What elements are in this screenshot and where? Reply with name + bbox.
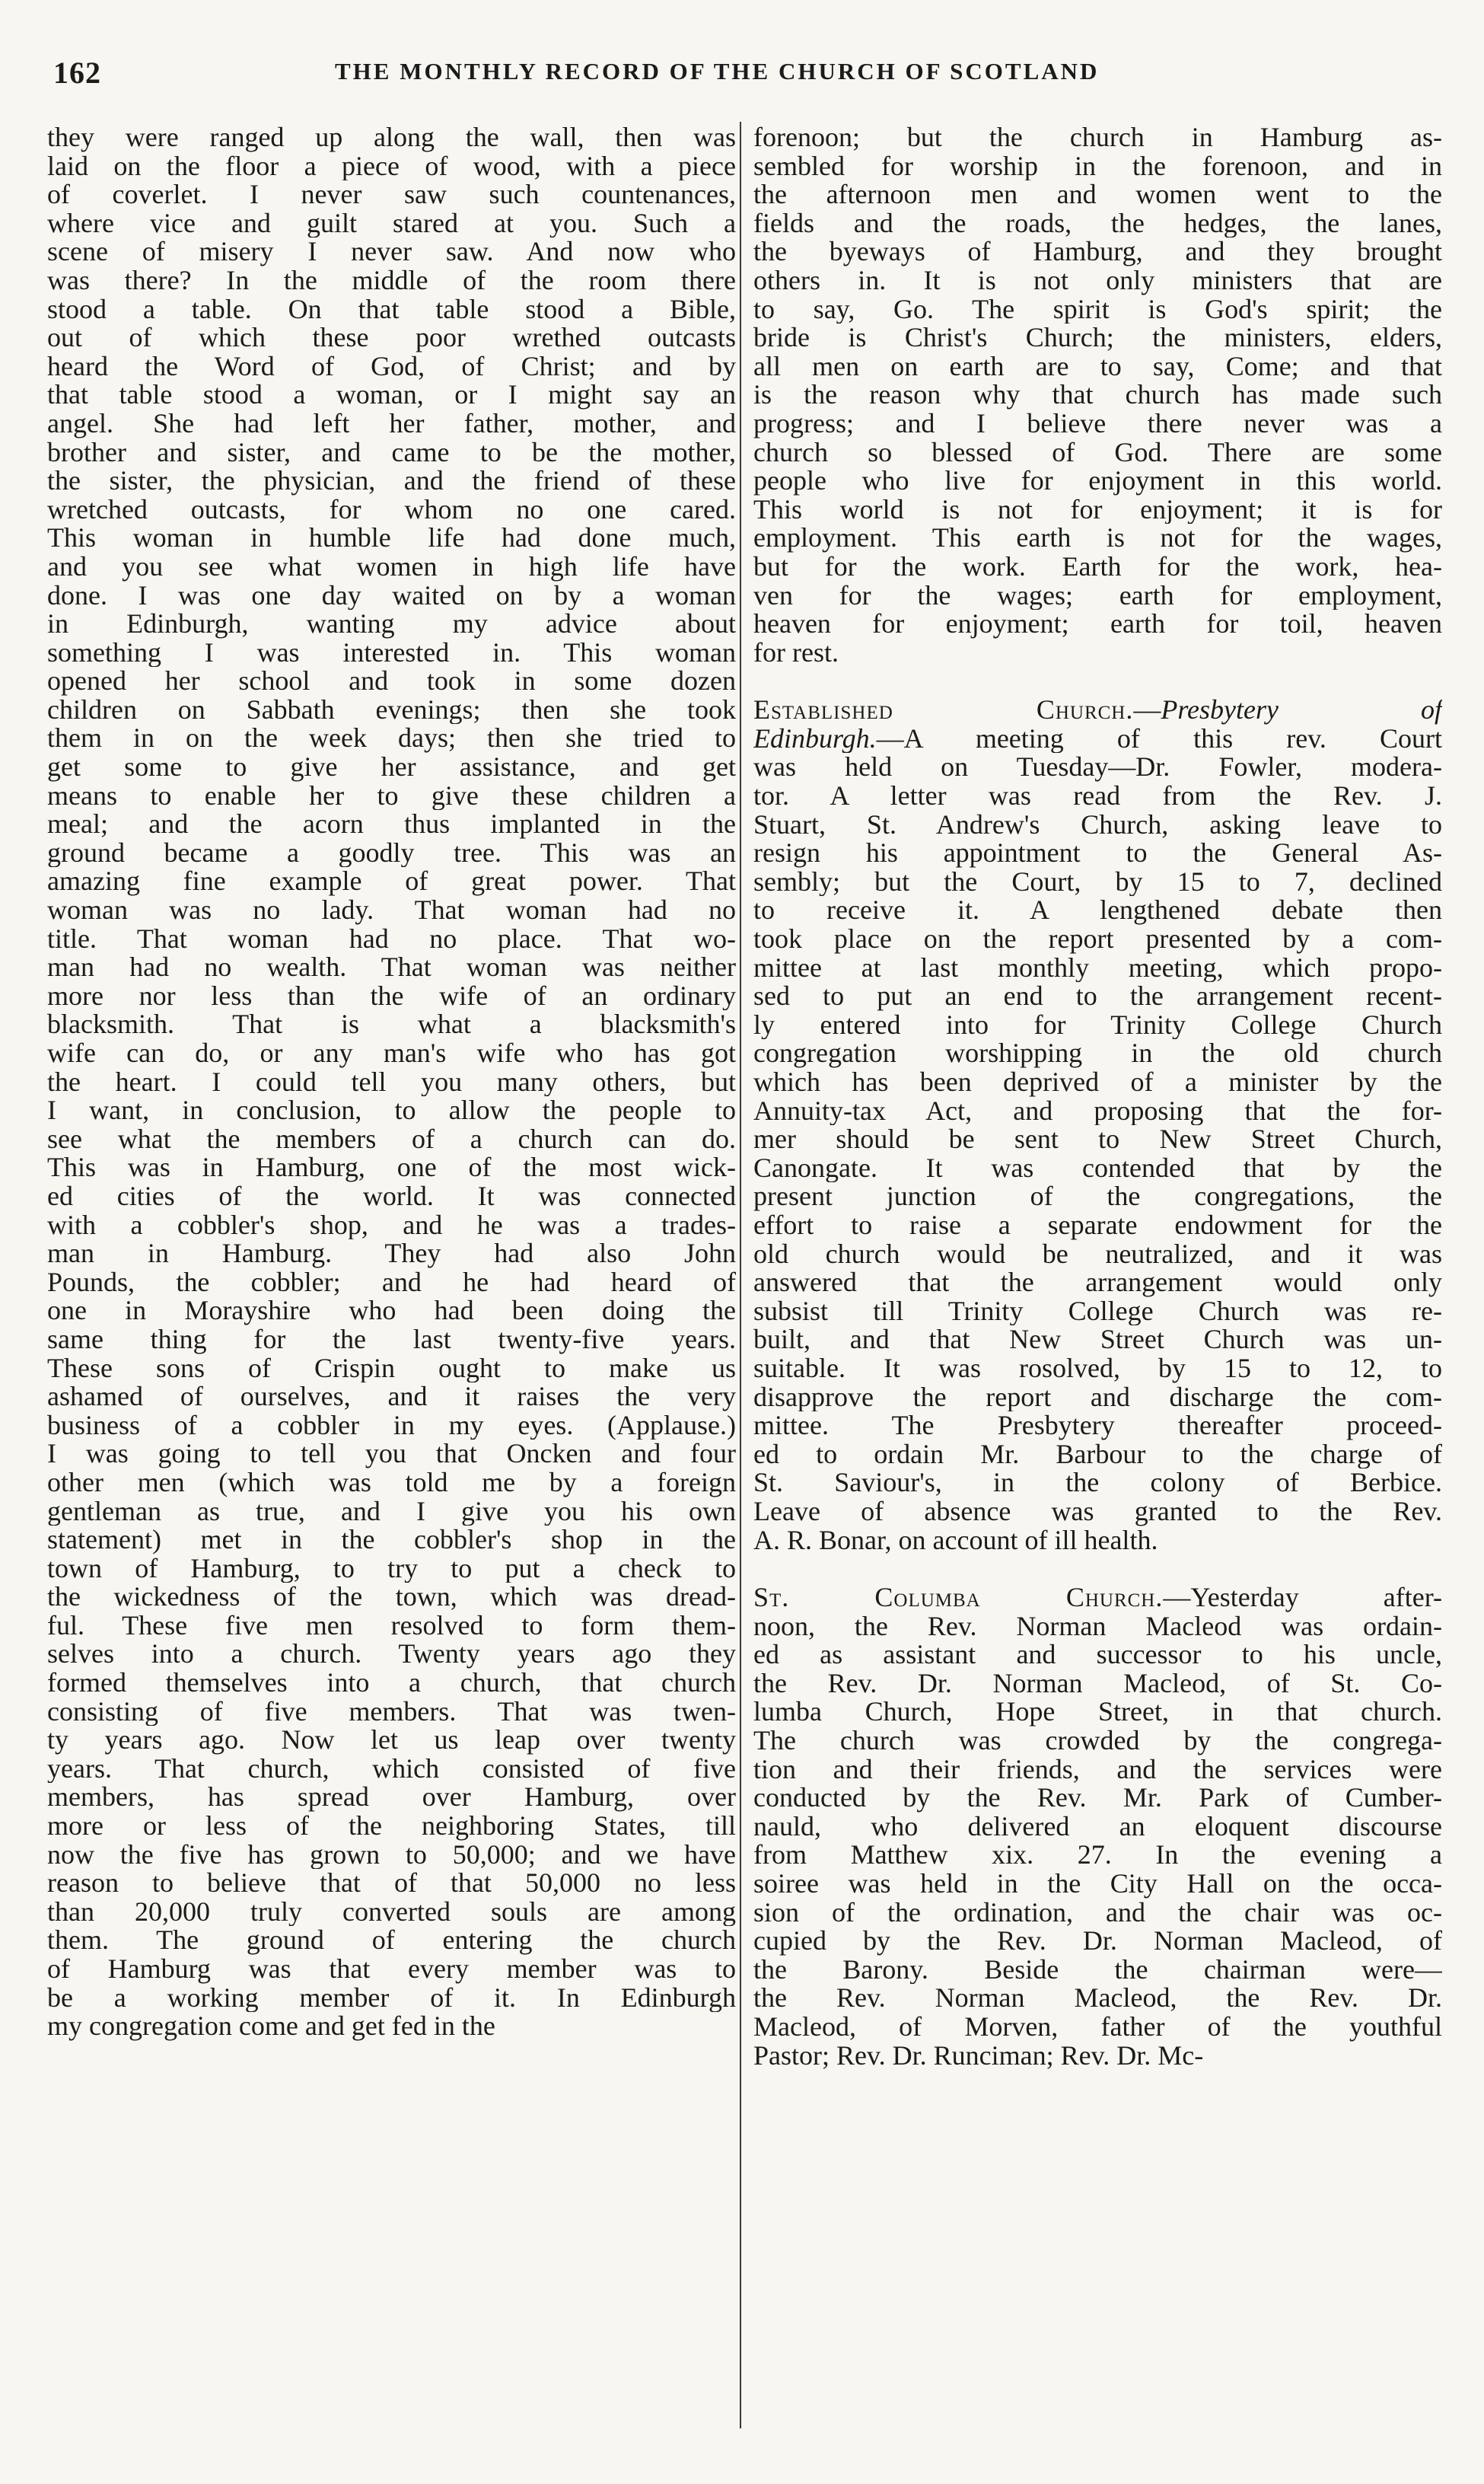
text-line: they were ranged up along the wall, then was — [47, 123, 736, 152]
text-line: town of Hamburg, to try to put a check to — [47, 1554, 736, 1583]
text-line: statement) met in the cobbler's shop in the — [47, 1526, 736, 1554]
text-line: progress; and I believe there never was a — [753, 409, 1442, 438]
text-line: woman was no lady. That woman had no — [47, 896, 736, 925]
paragraph-st-columba — [753, 1583, 1442, 2070]
text-line: resign his appointment to the General As- — [753, 839, 1442, 868]
text-line: blacksmith. That is what a blacksmith's — [47, 1010, 736, 1039]
text-line: of Hamburg was that every member was to — [47, 1955, 736, 1984]
text-line: tor. A letter was read from the Rev. J. — [753, 782, 1442, 811]
text-line: out of which these poor wrethed outcasts — [47, 324, 736, 352]
text-line: lumba Church, Hope Street, in that church. — [753, 1698, 1442, 1727]
text-line: wife can do, or any man's wife who has got — [47, 1039, 736, 1068]
text-line: now the five has grown to 50,000; and we have — [47, 1840, 736, 1870]
text-line: the Rev. Dr. Norman Macleod, of St. Co- — [753, 1669, 1442, 1698]
text-line: all men on earth are to say, Come; and that — [753, 352, 1442, 381]
text-line: Pounds, the cobbler; and he had heard of — [47, 1268, 736, 1297]
text-line: This world is not for enjoyment; it is for — [753, 495, 1442, 525]
text-line — [753, 696, 1442, 725]
text-line: ed as assistant and successor to his uncle, — [753, 1641, 1442, 1669]
paragraph-gap — [753, 1554, 1442, 1583]
text-line: A. R. Bonar, on account of ill health. — [753, 1526, 1158, 1555]
text-line: soiree was held in the City Hall on the occa- — [753, 1870, 1442, 1899]
text-line: congregation worshipping in the old church — [753, 1039, 1442, 1068]
text-line: heard the Word of God, of Christ; and by — [47, 352, 736, 381]
left-column — [47, 123, 736, 2041]
journal-title: THE MONTHLY RECORD OF THE CHURCH OF SCOTLAND — [335, 58, 1100, 85]
text-line: gentleman as true, and I give you his own — [47, 1497, 736, 1526]
text-run: —Yesterday after- — [1163, 1583, 1442, 1612]
text-line: years. That church, which consisted of five — [47, 1754, 736, 1784]
text-line: These sons of Crispin ought to make us — [47, 1354, 736, 1383]
text-line: where vice and guilt stared at you. Such a — [47, 209, 736, 238]
text-line: but for the work. Earth for the work, hea- — [753, 552, 1442, 582]
section-heading-established-church: Established Church. — [753, 696, 1134, 725]
heading-dash: — — [1133, 696, 1161, 725]
text-line: them. The ground of entering the church — [47, 1926, 736, 1955]
text-run: —A meeting of this rev. Court — [876, 724, 1442, 754]
text-line: nauld, who delivered an eloquent discourse — [753, 1812, 1442, 1841]
text-line: sion of the ordination, and the chair was oc- — [753, 1898, 1442, 1928]
text-line: is the reason why that church has made such — [753, 381, 1442, 410]
text-line: opened her school and took in some dozen — [47, 667, 736, 696]
text-line: and you see what women in high life have — [47, 552, 736, 582]
text-line: my congregation come and get fed in the — [47, 2012, 495, 2041]
text-line: children on Sabbath evenings; then she took — [47, 695, 736, 725]
text-line: Annuity-tax Act, and proposing that the for- — [753, 1096, 1442, 1126]
text-line: be a working member of it. In Edinburgh — [47, 1983, 736, 2013]
text-line: Stuart, St. Andrew's Church, asking leave to — [753, 810, 1442, 840]
text-line: the wickedness of the town, which was dread- — [47, 1583, 736, 1612]
section-subheading-presbytery: Presbytery of — [1161, 696, 1442, 725]
text-line: title. That woman had no place. That wo- — [47, 924, 736, 954]
text-line: sembly; but the Court, by 15 to 7, declined — [753, 867, 1442, 897]
text-line: cupied by the Rev. Dr. Norman Macleod, of — [753, 1927, 1442, 1956]
text-line: brother and sister, and came to be the mother, — [47, 438, 736, 467]
text-line: took place on the report presented by a com- — [753, 925, 1442, 954]
text-line: with a cobbler's shop, and he was a trades- — [47, 1210, 736, 1240]
text-line: The church was crowded by the congrega- — [753, 1727, 1442, 1755]
text-line: was there? In the middle of the room there — [47, 266, 736, 295]
section-heading-st-columba: St. Columba Church. — [753, 1583, 1164, 1612]
text-line: of coverlet. I never saw such countenances, — [47, 180, 736, 209]
text-line: which has been deprived of a minister by the — [753, 1068, 1442, 1097]
text-line: man in Hamburg. They had also John — [47, 1239, 736, 1268]
text-line: scene of misery I never saw. And now who — [47, 238, 736, 266]
text-line: more or less of the neighboring States, till — [47, 1812, 736, 1841]
text-line: mittee. The Presbytery thereafter proceed- — [753, 1411, 1442, 1440]
text-line: This was in Hamburg, one of the most wick- — [47, 1153, 736, 1182]
text-line: wretched outcasts, for whom no one cared. — [47, 495, 736, 525]
text-line: sed to put an end to the arrangement recent- — [753, 982, 1442, 1011]
text-line: subsist till Trinity College Church was re- — [753, 1296, 1442, 1326]
text-line: than 20,000 truly converted souls are among — [47, 1897, 736, 1927]
text-line: present junction of the congregations, the — [753, 1182, 1442, 1211]
text-line: reason to believe that of that 50,000 no less — [47, 1869, 736, 1898]
paragraph-hamburg-conclusion — [753, 123, 1442, 667]
right-column — [753, 123, 1442, 2070]
text-line: people who live for enjoyment in this world. — [753, 467, 1442, 496]
text-line: other men (which was told me by a foreign — [47, 1468, 736, 1497]
text-line: mittee at last monthly meeting, which propo- — [753, 953, 1442, 983]
text-line: old church would be neutralized, and it was — [753, 1239, 1442, 1269]
paragraph-gap — [753, 667, 1442, 696]
text-line: for rest. — [753, 638, 839, 668]
text-line: same thing for the last twenty-five years. — [47, 1325, 736, 1354]
running-head — [46, 55, 1408, 100]
text-line: means to enable her to give these children a — [47, 781, 736, 811]
text-line: more nor less than the wife of an ordinary — [47, 981, 736, 1011]
text-line: formed themselves into a church, that church — [47, 1669, 736, 1698]
text-line: fields and the roads, the hedges, the lanes, — [753, 209, 1442, 238]
text-line: get some to give her assistance, and get — [47, 753, 736, 782]
text-line: ed to ordain Mr. Barbour to the charge of — [753, 1440, 1442, 1469]
text-line: answered that the arrangement would only — [753, 1268, 1442, 1297]
text-line: Pastor; Rev. Dr. Runciman; Rev. Dr. Mc- — [753, 2041, 1204, 2071]
text-line: was held on Tuesday—Dr. Fowler, modera- — [753, 753, 1442, 783]
text-line: ty years ago. Now let us leap over twenty — [47, 1726, 736, 1755]
text-line: built, and that New Street Church was un- — [753, 1325, 1442, 1354]
text-line: heaven for enjoyment; earth for toil, heaven — [753, 610, 1442, 639]
text-line: selves into a church. Twenty years ago they — [47, 1640, 736, 1669]
text-line: St. Saviour's, in the colony of Berbice. — [753, 1468, 1442, 1497]
text-line: Macleod, of Morven, father of the youthful — [753, 2013, 1442, 2042]
text-line: business of a cobbler in my eyes. (Applause.) — [47, 1411, 736, 1440]
column-divider — [740, 122, 741, 2428]
text-line: conducted by the Rev. Mr. Park of Cumber- — [753, 1784, 1442, 1813]
paragraph-established-church — [753, 696, 1442, 1554]
paragraph-body — [753, 753, 1442, 1554]
text-line: see what the members of a church can do. — [47, 1124, 736, 1154]
text-line: done. I was one day waited on by a woman — [47, 581, 736, 611]
text-line: that table stood a woman, or I might say an — [47, 381, 736, 410]
text-line: them in on the week days; then she tried to — [47, 724, 736, 754]
text-line: man had no wealth. That woman was neither — [47, 953, 736, 982]
text-line: sembled for worship in the forenoon, and in — [753, 151, 1442, 181]
paragraph-body — [753, 1612, 1442, 2071]
text-line: consisting of five members. That was twen- — [47, 1697, 736, 1727]
text-line: the byeways of Hamburg, and they brought — [753, 238, 1442, 266]
text-line: meal; and the acorn thus implanted in the — [47, 810, 736, 839]
text-line: the sister, the physician, and the friend of these — [47, 467, 736, 496]
text-line: in Edinburgh, wanting my advice about — [47, 610, 736, 639]
text-line: tion and their friends, and the services were — [753, 1755, 1442, 1784]
text-line: to receive it. A lengthened debate then — [753, 896, 1442, 926]
text-line: others in. It is not only ministers that are — [753, 266, 1442, 295]
text-line: laid on the floor a piece of wood, with a piece — [47, 151, 736, 181]
text-line: employment. This earth is not for the wages, — [753, 524, 1442, 553]
text-line: ground became a goodly tree. This was an — [47, 838, 736, 868]
text-line: forenoon; but the church in Hamburg as- — [753, 123, 1442, 152]
text-line: ed cities of the world. It was connected — [47, 1181, 736, 1211]
text-line: from Matthew xix. 27. In the evening a — [753, 1841, 1442, 1870]
text-line: amazing fine example of great power. That — [47, 867, 736, 897]
text-line: angel. She had left her father, mother, and — [47, 409, 736, 438]
text-line: This woman in humble life had done much, — [47, 524, 736, 553]
text-line — [753, 1583, 1442, 1612]
text-line: disapprove the report and discharge the com- — [753, 1382, 1442, 1412]
text-line: suitable. It was rosolved, by 15 to 12, to — [753, 1354, 1442, 1383]
text-line: to say, Go. The spirit is God's spirit; the — [753, 295, 1442, 324]
page-number: 162 — [53, 56, 101, 90]
text-line: noon, the Rev. Norman Macleod was ordain- — [753, 1612, 1442, 1641]
text-line: Leave of absence was granted to the Rev. — [753, 1497, 1442, 1526]
text-line: members, has spread over Hamburg, over — [47, 1783, 736, 1813]
text-line: church so blessed of God. There are some — [753, 438, 1442, 467]
text-line: ashamed of ourselves, and it raises the very — [47, 1382, 736, 1411]
section-subheading-edinburgh: Edinburgh. — [753, 724, 877, 754]
text-line: bride is Christ's Church; the ministers, elders, — [753, 324, 1442, 352]
text-line: I was going to tell you that Oncken and four — [47, 1440, 736, 1468]
text-line: ly entered into for Trinity College Church — [753, 1010, 1442, 1040]
text-line — [753, 725, 1442, 754]
text-line: mer should be sent to New Street Church, — [753, 1125, 1442, 1154]
text-line: the afternoon men and women went to the — [753, 180, 1442, 209]
text-line: ven for the wages; earth for employment, — [753, 581, 1442, 611]
text-line: something I was interested in. This woman — [47, 638, 736, 668]
text-line: the Rev. Norman Macleod, the Rev. Dr. — [753, 1984, 1442, 2013]
text-line: stood a table. On that table stood a Bible, — [47, 295, 736, 324]
text-line: the heart. I could tell you many others, but — [47, 1067, 736, 1097]
text-line: Canongate. It was contended that by the — [753, 1153, 1442, 1183]
text-line: one in Morayshire who had been doing the — [47, 1296, 736, 1325]
text-line: I want, in conclusion, to allow the people to — [47, 1096, 736, 1125]
text-line: the Barony. Beside the chairman were— — [753, 1955, 1442, 1985]
text-line: ful. These five men resolved to form them- — [47, 1611, 736, 1641]
text-line: effort to raise a separate endowment for the — [753, 1210, 1442, 1240]
